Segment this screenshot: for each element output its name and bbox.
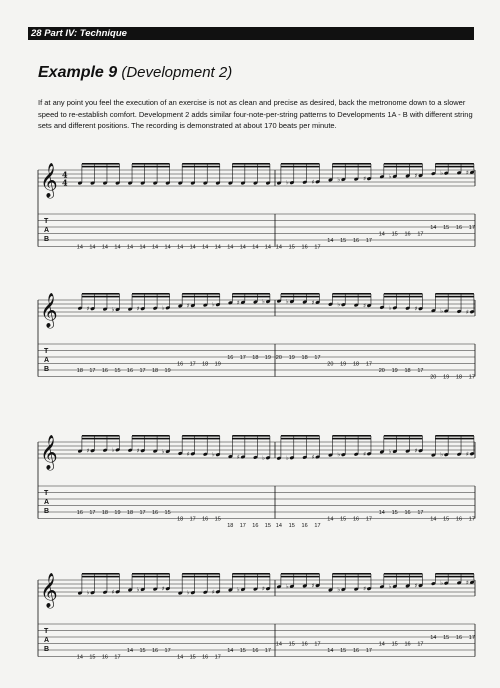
tab-fret-number: 14 xyxy=(378,509,385,516)
tab-fret-number: 14 xyxy=(239,244,246,251)
beam xyxy=(232,166,270,168)
accidental: ♯ xyxy=(211,588,215,596)
accidental: ♭ xyxy=(161,304,165,312)
accidental: ♭ xyxy=(86,589,90,597)
tab-fret-number: 20 xyxy=(378,367,385,374)
tab-fret-number: 14 xyxy=(378,641,385,648)
tab-fret-number: 14 xyxy=(177,244,184,251)
treble-clef: 𝄞 xyxy=(40,573,58,608)
tab-fret-number: 14 xyxy=(327,516,334,523)
tab-fret-number: 14 xyxy=(430,634,437,641)
beam xyxy=(435,296,474,298)
beam xyxy=(332,438,371,440)
accidental: ♭ xyxy=(388,583,392,591)
accidental: ♯ xyxy=(466,579,469,587)
tab-fret-number: 16 xyxy=(177,361,184,368)
accidental: ♭ xyxy=(211,451,215,459)
tab-fret-number: 17 xyxy=(468,634,475,641)
beam xyxy=(384,163,423,165)
tab-fret-number: 14 xyxy=(275,641,282,648)
tab-fret-number: 17 xyxy=(314,522,321,529)
tab-fret-number: 17 xyxy=(239,354,246,361)
beam xyxy=(132,166,170,168)
tab-clef-letter: T xyxy=(44,218,49,225)
accidental: ♯ xyxy=(414,172,418,180)
accidental: ♭ xyxy=(388,448,392,456)
tab-fret-number: 15 xyxy=(443,516,450,523)
accidental: ♭ xyxy=(285,179,289,187)
tab-fret-number: 19 xyxy=(288,354,295,361)
beam xyxy=(281,573,320,575)
beam xyxy=(82,163,120,165)
tab-fret-number: 17 xyxy=(314,244,321,251)
tab-fret-number: 16 xyxy=(202,654,209,661)
tab-fret-number: 17 xyxy=(365,647,372,654)
tab-fret-number: 18 xyxy=(227,522,234,529)
beam xyxy=(384,293,423,295)
accidental: ♭ xyxy=(337,586,341,594)
beam xyxy=(332,435,371,437)
tab-fret-number: 15 xyxy=(139,647,146,654)
tab-fret-number: 15 xyxy=(288,641,295,648)
tab-clef-letter: A xyxy=(44,357,50,364)
tab-clef-letter: B xyxy=(44,646,50,653)
tab-fret-number: 15 xyxy=(239,647,246,654)
tab-fret-number: 18 xyxy=(353,361,360,368)
tab-fret-number: 14 xyxy=(164,244,171,251)
tab-fret-number: 16 xyxy=(455,224,463,231)
accidental: ♯ xyxy=(363,302,366,310)
beam xyxy=(132,438,170,440)
tab-fret-number: 15 xyxy=(340,237,347,244)
accidental: ♯ xyxy=(363,585,366,593)
accidental: ♯ xyxy=(186,450,190,458)
tab-fret-number: 18 xyxy=(404,367,411,374)
accidental: ♭ xyxy=(440,308,444,316)
tab-fret-number: 15 xyxy=(288,244,295,251)
tab-fret-number: 16 xyxy=(301,244,308,251)
beam xyxy=(132,163,170,165)
beam xyxy=(435,163,474,165)
tab-clef-letter: T xyxy=(44,348,49,355)
tab-fret-number: 15 xyxy=(340,647,347,654)
tab-fret-number: 18 xyxy=(202,361,209,368)
tab-fret-number: 17 xyxy=(214,654,221,661)
accidental: ♭ xyxy=(388,304,392,312)
tab-fret-number: 17 xyxy=(468,374,475,381)
tab-fret-number: 14 xyxy=(89,244,96,251)
beam xyxy=(82,166,120,168)
tab-fret-number: 14 xyxy=(76,654,83,661)
accidental: ♯ xyxy=(311,582,315,590)
tab-fret-number: 17 xyxy=(164,647,171,654)
beam xyxy=(182,576,220,578)
tab-fret-number: 14 xyxy=(214,244,221,251)
beam xyxy=(384,573,423,575)
treble-clef: 𝄞 xyxy=(40,163,58,198)
beam xyxy=(435,438,474,440)
beam xyxy=(232,293,270,295)
beam xyxy=(281,163,320,165)
tab-fret-number: 17 xyxy=(417,641,424,648)
beam xyxy=(182,438,220,440)
tab-fret-number: 18 xyxy=(101,509,108,516)
tab-fret-number: 14 xyxy=(101,244,108,251)
accidental: ♯ xyxy=(136,305,140,313)
beam xyxy=(82,296,120,298)
beam xyxy=(182,573,220,575)
accidental: ♭ xyxy=(262,298,265,306)
tab-fret-number: 14 xyxy=(227,647,234,654)
accidental: ♯ xyxy=(414,447,418,455)
tab-fret-number: 17 xyxy=(417,509,424,516)
tab-clef-letter: A xyxy=(44,227,50,234)
beam xyxy=(232,163,270,165)
tab-fret-number: 15 xyxy=(89,654,96,661)
beam xyxy=(384,438,423,440)
tab-fret-number: 16 xyxy=(455,634,463,641)
beam xyxy=(281,293,320,295)
beam xyxy=(182,296,220,298)
music-system-3 xyxy=(0,430,500,538)
tab-fret-number: 14 xyxy=(126,244,134,251)
beam xyxy=(132,435,170,437)
accidental: ♯ xyxy=(111,588,115,596)
accidental: ♯ xyxy=(363,450,366,458)
tab-fret-number: 15 xyxy=(214,516,221,523)
tab-fret-number: 19 xyxy=(164,367,171,374)
tab-fret-number: 17 xyxy=(314,354,321,361)
beam xyxy=(332,296,371,298)
accidental: ♯ xyxy=(236,299,240,307)
accidental: ♭ xyxy=(337,176,341,184)
accidental: ♯ xyxy=(311,299,315,307)
tab-fret-number: 16 xyxy=(126,367,134,374)
beam xyxy=(132,296,170,298)
accidental: ♯ xyxy=(466,169,469,177)
accidental: ♭ xyxy=(440,170,444,178)
tab-fret-number: 18 xyxy=(301,354,308,361)
music-system-2 xyxy=(0,288,500,396)
beam xyxy=(332,576,371,578)
tab-fret-number: 17 xyxy=(314,641,321,648)
beam xyxy=(232,435,270,437)
accidental: ♭ xyxy=(285,454,289,462)
beam xyxy=(281,435,320,437)
tab-fret-number: 15 xyxy=(443,224,450,231)
tab-fret-number: 16 xyxy=(252,647,259,654)
beam xyxy=(435,435,474,437)
treble-clef: 𝄞 xyxy=(40,293,58,328)
tab-fret-number: 14 xyxy=(430,224,437,231)
tab-fret-number: 16 xyxy=(301,522,308,529)
beam xyxy=(435,166,474,168)
beam xyxy=(281,166,320,168)
accidental: ♭ xyxy=(111,306,115,314)
beam xyxy=(384,576,423,578)
accidental: ♯ xyxy=(186,302,190,310)
beam xyxy=(182,435,220,437)
tab-fret-number: 18 xyxy=(76,367,83,374)
accidental: ♯ xyxy=(363,175,366,183)
beam xyxy=(332,163,371,165)
tab-fret-number: 16 xyxy=(404,641,411,648)
tab-fret-number: 18 xyxy=(152,367,159,374)
tab-fret-number: 16 xyxy=(76,509,83,516)
tab-fret-number: 14 xyxy=(202,244,209,251)
accidental: ♯ xyxy=(414,305,418,313)
tab-fret-number: 14 xyxy=(327,647,334,654)
tab-fret-number: 16 xyxy=(353,237,360,244)
tab-fret-number: 16 xyxy=(152,509,159,516)
tab-fret-number: 15 xyxy=(391,641,398,648)
beam xyxy=(435,573,474,575)
tab-fret-number: 19 xyxy=(214,361,221,368)
tab-fret-number: 14 xyxy=(430,516,437,523)
accidental: ♯ xyxy=(311,178,315,186)
treble-clef: 𝄞 xyxy=(40,435,58,470)
music-system-1 xyxy=(0,158,500,266)
tab-fret-number: 14 xyxy=(252,244,259,251)
tab-fret-number: 14 xyxy=(114,244,121,251)
tab-fret-number: 14 xyxy=(177,654,184,661)
tab-fret-number: 16 xyxy=(404,231,411,238)
example-subtitle: (Development 2) xyxy=(121,64,233,81)
accidental: ♯ xyxy=(86,447,90,455)
accidental: ♭ xyxy=(388,173,392,181)
tab-fret-number: 17 xyxy=(468,516,475,523)
beam xyxy=(281,438,320,440)
time-signature-bottom: 4 xyxy=(62,177,68,188)
accidental: ♯ xyxy=(414,582,418,590)
tab-fret-number: 17 xyxy=(89,367,96,374)
beam xyxy=(82,573,120,575)
tab-fret-number: 16 xyxy=(152,647,159,654)
example-title xyxy=(38,64,232,82)
accidental: ♭ xyxy=(211,301,215,309)
tab-fret-number: 19 xyxy=(114,509,121,516)
beam xyxy=(182,166,220,168)
beam xyxy=(232,438,270,440)
beam xyxy=(281,296,320,298)
accidental: ♯ xyxy=(236,453,240,461)
tab-fret-number: 18 xyxy=(177,516,184,523)
tab-fret-number: 17 xyxy=(139,367,146,374)
beam xyxy=(281,576,320,578)
tab-fret-number: 16 xyxy=(101,367,108,374)
tab-fret-number: 14 xyxy=(327,237,334,244)
beam xyxy=(435,576,474,578)
tab-fret-number: 18 xyxy=(126,509,134,516)
accidental: ♯ xyxy=(262,585,265,593)
tab-fret-number: 17 xyxy=(365,516,372,523)
accidental: ♭ xyxy=(440,451,444,459)
tab-clef-letter: T xyxy=(44,628,49,635)
tab-fret-number: 17 xyxy=(189,361,196,368)
tab-fret-number: 18 xyxy=(455,374,463,381)
tab-fret-number: 14 xyxy=(264,244,271,251)
tab-fret-number: 17 xyxy=(417,231,424,238)
accidental: ♯ xyxy=(466,308,469,316)
beam xyxy=(232,576,270,578)
intro-paragraph: If at any point you feel the execution of an exercise is not as clean and precise as desired, back the metronome down to a slower speed to re-establish comfort. Development 2 adds similar four-note-per-string patterns to Developments 1A - B with different string sets and different positions. The recording is demonstrated at about 170 beats per minute. xyxy=(38,98,473,130)
tab-fret-number: 19 xyxy=(340,361,347,368)
tab-fret-number: 17 xyxy=(139,509,146,516)
tab-fret-number: 20 xyxy=(327,361,334,368)
beam xyxy=(82,435,120,437)
tab-fret-number: 15 xyxy=(164,509,171,516)
beam xyxy=(384,435,423,437)
time-signature-top: 4 xyxy=(62,169,68,180)
tab-fret-number: 16 xyxy=(101,654,108,661)
tab-fret-number: 15 xyxy=(443,634,450,641)
tab-fret-number: 15 xyxy=(340,516,347,523)
tab-fret-number: 16 xyxy=(252,522,259,529)
tab-fret-number: 17 xyxy=(239,522,246,529)
tab-fret-number: 16 xyxy=(227,354,234,361)
accidental: ♭ xyxy=(337,451,341,459)
tab-fret-number: 14 xyxy=(152,244,159,251)
tab-fret-number: 14 xyxy=(275,244,282,251)
tab-fret-number: 17 xyxy=(365,237,372,244)
beam xyxy=(384,296,423,298)
accidental: ♯ xyxy=(161,585,165,593)
tab-clef-letter: B xyxy=(44,366,50,373)
tab-fret-number: 14 xyxy=(126,647,134,654)
tab-fret-number: 15 xyxy=(114,367,121,374)
beam xyxy=(132,576,170,578)
beam xyxy=(384,166,423,168)
accidental: ♭ xyxy=(285,583,289,591)
tab-fret-number: 15 xyxy=(391,509,398,516)
tab-fret-number: 20 xyxy=(275,354,282,361)
tab-fret-number: 16 xyxy=(455,516,463,523)
tab-fret-number: 17 xyxy=(264,647,271,654)
tab-fret-number: 15 xyxy=(391,231,398,238)
tab-fret-number: 19 xyxy=(443,374,450,381)
beam xyxy=(435,293,474,295)
tab-fret-number: 16 xyxy=(404,509,411,516)
accidental: ♭ xyxy=(111,446,115,454)
beam xyxy=(232,296,270,298)
example-number: Example 9 xyxy=(38,64,118,81)
accidental: ♭ xyxy=(186,589,190,597)
tab-fret-number: 16 xyxy=(353,647,360,654)
tab-fret-number: 14 xyxy=(227,244,234,251)
accidental: ♯ xyxy=(311,453,315,461)
tab-fret-number: 15 xyxy=(264,522,271,529)
accidental: ♭ xyxy=(285,298,289,306)
beam xyxy=(82,293,120,295)
tab-fret-number: 16 xyxy=(202,516,209,523)
music-system-4 xyxy=(0,568,500,676)
accidental: ♭ xyxy=(236,586,240,594)
accidental: ♯ xyxy=(466,450,469,458)
tab-clef-letter: A xyxy=(44,499,50,506)
tab-clef-letter: T xyxy=(44,490,49,497)
tab-fret-number: 18 xyxy=(252,354,259,361)
beam xyxy=(132,293,170,295)
tab-fret-number: 14 xyxy=(76,244,83,251)
tab-fret-number: 15 xyxy=(288,522,295,529)
beam xyxy=(82,438,120,440)
tab-fret-number: 20 xyxy=(430,374,437,381)
beam xyxy=(332,293,371,295)
tab-fret-number: 17 xyxy=(189,516,196,523)
tab-fret-number: 19 xyxy=(391,367,398,374)
tab-fret-number: 14 xyxy=(378,231,385,238)
tab-fret-number: 17 xyxy=(417,367,424,374)
tab-fret-number: 14 xyxy=(189,244,196,251)
tab-fret-number: 15 xyxy=(189,654,196,661)
tab-fret-number: 17 xyxy=(468,224,475,231)
beam xyxy=(332,573,371,575)
tab-fret-number: 17 xyxy=(89,509,96,516)
accidental: ♭ xyxy=(161,448,165,456)
tab-fret-number: 19 xyxy=(264,354,271,361)
tab-fret-number: 16 xyxy=(353,516,360,523)
beam xyxy=(82,576,120,578)
beam xyxy=(182,293,220,295)
tab-clef-letter: A xyxy=(44,637,50,644)
tab-fret-number: 14 xyxy=(275,522,282,529)
beam xyxy=(182,163,220,165)
tab-fret-number: 17 xyxy=(114,654,121,661)
beam xyxy=(132,573,170,575)
accidental: ♭ xyxy=(262,454,265,462)
tab-fret-number: 16 xyxy=(301,641,308,648)
beam xyxy=(332,166,371,168)
accidental: ♭ xyxy=(440,580,444,588)
accidental: ♭ xyxy=(136,586,140,594)
accidental: ♯ xyxy=(136,447,140,455)
tab-fret-number: 17 xyxy=(365,361,372,368)
beam xyxy=(232,573,270,575)
tab-clef-letter: B xyxy=(44,508,50,515)
page-header: 28 Part IV: Technique xyxy=(28,27,474,40)
accidental: ♭ xyxy=(337,301,341,309)
tab-clef-letter: B xyxy=(44,236,50,243)
accidental: ♯ xyxy=(86,305,90,313)
tab-fret-number: 14 xyxy=(139,244,146,251)
